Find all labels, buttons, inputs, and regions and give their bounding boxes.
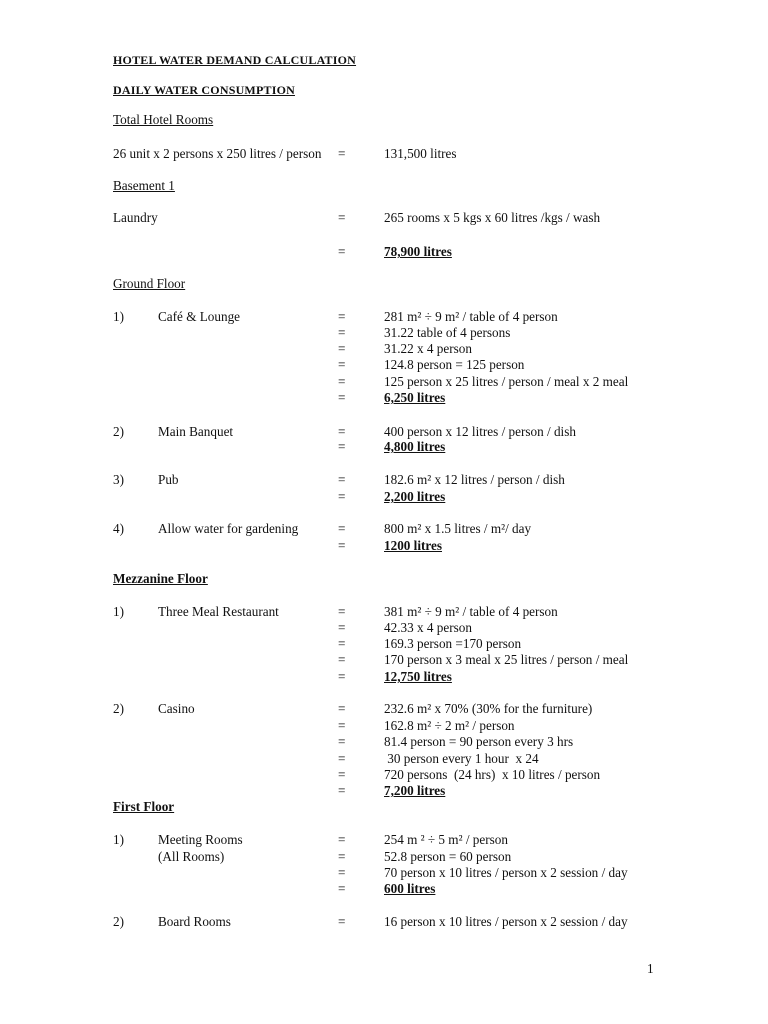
- calc-line: 400 person x 12 litres / person / dish: [384, 424, 576, 439]
- calc-line: 30 person every 1 hour x 24: [384, 751, 539, 766]
- equals-sign: =: [338, 521, 346, 536]
- equals-sign: =: [338, 783, 346, 798]
- total-rooms-formula: 26 unit x 2 persons x 250 litres / person: [113, 146, 322, 161]
- equals-sign: =: [338, 734, 346, 749]
- equals-sign: =: [338, 849, 346, 864]
- equals-sign: =: [338, 424, 346, 439]
- calc-line: 16 person x 10 litres / person x 2 session / day: [384, 914, 628, 929]
- equals-sign: =: [338, 604, 346, 619]
- calc-line: 232.6 m² x 70% (30% for the furniture): [384, 701, 593, 716]
- meeting-rooms-result: 600 litres: [384, 881, 436, 896]
- item-name-casino: Casino: [158, 701, 195, 716]
- equals-sign: =: [338, 341, 346, 356]
- calc-line: 124.8 person = 125 person: [384, 357, 525, 372]
- calc-line: 800 m² x 1.5 litres / m²/ day: [384, 521, 532, 536]
- item-name-board-rooms: Board Rooms: [158, 914, 231, 929]
- calc-line: 281 m² ÷ 9 m² / table of 4 person: [384, 309, 558, 324]
- equals-sign: =: [338, 669, 346, 684]
- page-number: 1: [647, 961, 654, 976]
- equals-sign: =: [338, 357, 346, 372]
- calc-line: 31.22 table of 4 persons: [384, 325, 511, 340]
- item-name-banquet: Main Banquet: [158, 424, 234, 439]
- pub-result: 2,200 litres: [384, 489, 446, 504]
- equals-sign: =: [338, 244, 346, 259]
- calc-line: 254 m ² ÷ 5 m² / person: [384, 832, 508, 847]
- item-number: 4): [113, 521, 124, 536]
- calc-line: 170 person x 3 meal x 25 litres / person / meal: [384, 652, 629, 667]
- item-number: 3): [113, 472, 124, 487]
- item-name-pub: Pub: [158, 472, 179, 487]
- item-number: 2): [113, 914, 124, 929]
- equals-sign: =: [338, 374, 346, 389]
- item-number: 2): [113, 424, 124, 439]
- restaurant-result: 12,750 litres: [384, 669, 452, 684]
- equals-sign: =: [338, 865, 346, 880]
- calc-line: 31.22 x 4 person: [384, 341, 472, 356]
- document-subtitle: DAILY WATER CONSUMPTION: [113, 83, 295, 97]
- equals-sign: =: [338, 832, 346, 847]
- equals-sign: =: [338, 914, 346, 929]
- calc-line: 169.3 person =170 person: [384, 636, 522, 651]
- item-number: 1): [113, 309, 124, 324]
- equals-sign: =: [338, 620, 346, 635]
- equals-sign: =: [338, 489, 346, 504]
- section-heading-first-floor: First Floor: [113, 799, 175, 814]
- item-name-meeting-rooms-note: (All Rooms): [158, 849, 225, 864]
- equals-sign: =: [338, 718, 346, 733]
- calc-line: 81.4 person = 90 person every 3 hrs: [384, 734, 574, 749]
- calc-line: 720 persons (24 hrs) x 10 litres / person: [384, 767, 601, 782]
- item-name-restaurant: Three Meal Restaurant: [158, 604, 279, 619]
- equals-sign: =: [338, 881, 346, 896]
- total-rooms-result: 131,500 litres: [384, 146, 457, 161]
- item-number: 2): [113, 701, 124, 716]
- calc-line: 182.6 m² x 12 litres / person / dish: [384, 472, 565, 487]
- equals-sign: =: [338, 652, 346, 667]
- gardening-result: 1200 litres: [384, 538, 442, 553]
- calc-line: 162.8 m² ÷ 2 m² / person: [384, 718, 515, 733]
- cafe-result: 6,250 litres: [384, 390, 446, 405]
- equals-sign: =: [338, 701, 346, 716]
- equals-sign: =: [338, 439, 346, 454]
- item-number: 1): [113, 604, 124, 619]
- document-title: HOTEL WATER DEMAND CALCULATION: [113, 53, 357, 67]
- equals-sign: =: [338, 210, 346, 225]
- casino-result: 7,200 litres: [384, 783, 446, 798]
- calc-line: 125 person x 25 litres / person / meal x 2 meal: [384, 374, 629, 389]
- section-heading-mezzanine: Mezzanine Floor: [113, 571, 208, 586]
- equals-sign: =: [338, 325, 346, 340]
- laundry-formula: 265 rooms x 5 kgs x 60 litres /kgs / wash: [384, 210, 601, 225]
- section-heading-basement: Basement 1: [113, 178, 175, 193]
- laundry-result: 78,900 litres: [384, 244, 452, 259]
- equals-sign: =: [338, 538, 346, 553]
- calc-line: 42.33 x 4 person: [384, 620, 472, 635]
- equals-sign: =: [338, 309, 346, 324]
- equals-sign: =: [338, 390, 346, 405]
- calc-line: 52.8 person = 60 person: [384, 849, 512, 864]
- equals-sign: =: [338, 751, 346, 766]
- equals-sign: =: [338, 472, 346, 487]
- equals-sign: =: [338, 636, 346, 651]
- laundry-label: Laundry: [113, 210, 158, 225]
- calc-line: 381 m² ÷ 9 m² / table of 4 person: [384, 604, 558, 619]
- calc-line: 70 person x 10 litres / person x 2 session / day: [384, 865, 628, 880]
- section-heading-total-rooms: Total Hotel Rooms: [113, 112, 214, 127]
- item-name-gardening: Allow water for gardening: [158, 521, 299, 536]
- equals-sign: =: [338, 146, 346, 161]
- item-name-cafe: Café & Lounge: [158, 309, 241, 324]
- banquet-result: 4,800 litres: [384, 439, 446, 454]
- equals-sign: =: [338, 767, 346, 782]
- section-heading-ground-floor: Ground Floor: [113, 276, 186, 291]
- item-number: 1): [113, 832, 124, 847]
- item-name-meeting-rooms: Meeting Rooms: [158, 832, 243, 847]
